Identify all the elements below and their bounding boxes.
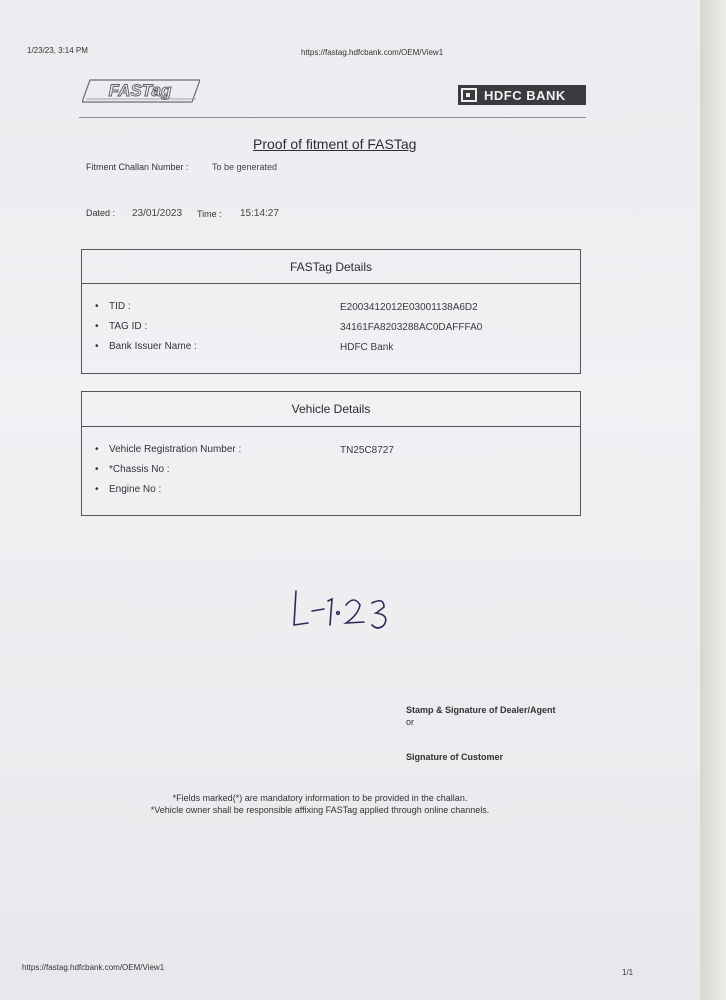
tid-value: E2003412012E03001138A6D2: [340, 302, 478, 313]
challan-label: Fitment Challan Number :: [86, 162, 189, 172]
print-url: https://fastag.hdfcbank.com/OEM/View1: [301, 48, 444, 57]
vehicle-reg-label: Vehicle Registration Number :: [109, 444, 242, 455]
box-divider: [82, 426, 580, 427]
tid-label: TID :: [109, 301, 131, 312]
fastag-details-box: [81, 249, 581, 374]
fastag-logo-text: FASTag: [108, 81, 172, 100]
hdfc-mark-icon: [461, 88, 477, 102]
box-divider: [82, 283, 580, 284]
time-label: Time :: [197, 209, 222, 219]
print-datetime: 1/23/23, 3:14 PM: [27, 46, 88, 55]
hdfc-logo-text: HDFC BANK: [484, 87, 566, 103]
dealer-signature-label: Stamp & Signature of Dealer/Agent: [406, 705, 556, 715]
tag-id-value: 34161FA8203288AC0DAFFFA0: [340, 322, 483, 333]
bullet: •: [95, 301, 99, 312]
bullet: •: [95, 464, 99, 475]
bullet: •: [95, 444, 99, 455]
hdfc-logo: [458, 85, 586, 105]
dated-label: Dated :: [86, 208, 116, 218]
chassis-label: *Chassis No :: [109, 464, 170, 475]
vehicle-reg-value: TN25C8727: [340, 445, 394, 456]
challan-value: To be generated: [212, 162, 278, 172]
note-mandatory: *Fields marked(*) are mandatory information to be provided in the challan.: [172, 793, 468, 803]
note-owner: *Vehicle owner shall be responsible affixing FASTag applied through online channels.: [150, 805, 490, 815]
footer-page: 1/1: [622, 968, 634, 977]
vehicle-details-box: [81, 391, 581, 516]
dated-value: 23/01/2023: [132, 208, 183, 219]
handwritten-note: [280, 585, 410, 635]
tag-id-label: TAG ID :: [109, 321, 148, 332]
customer-signature-label: Signature of Customer: [406, 752, 504, 762]
bank-issuer-value: HDFC Bank: [340, 342, 394, 353]
paper-edge: [700, 0, 726, 1000]
fastag-logo: [82, 78, 200, 104]
page-title: Proof of fitment of FASTag: [253, 136, 417, 152]
engine-label: Engine No :: [109, 484, 162, 495]
bullet: •: [95, 484, 99, 495]
header-divider: [79, 117, 586, 118]
bank-issuer-label: Bank Issuer Name :: [109, 341, 197, 352]
time-value: 15:14:27: [240, 208, 279, 219]
bullet: •: [95, 341, 99, 352]
or-label: or: [406, 717, 415, 727]
vehicle-details-title: Vehicle Details: [291, 402, 371, 416]
footer-url: https://fastag.hdfcbank.com/OEM/View1: [22, 963, 165, 972]
bullet: •: [95, 321, 99, 332]
handwritten-note-text: L-1-23: [280, 585, 283, 586]
fastag-details-title: FASTag Details: [289, 260, 373, 274]
